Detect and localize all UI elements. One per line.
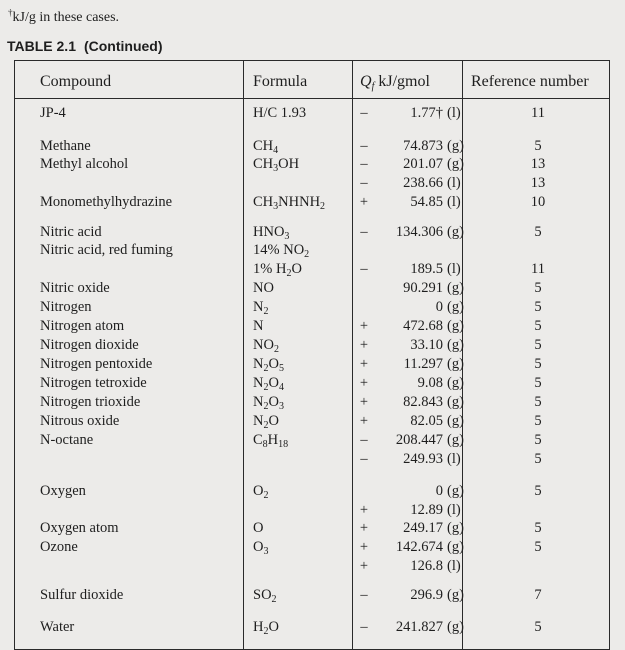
- value-cell: 11.297: [403, 356, 443, 372]
- table-row: [15, 193, 609, 211]
- formula-cell: $C_8H_{18}$: [253, 432, 289, 450]
- phase-cell: (g): [447, 394, 464, 410]
- reference-cell: 5: [534, 356, 542, 372]
- phase-cell: (g): [447, 619, 464, 635]
- table-row: [15, 618, 609, 636]
- sign-cell: –: [360, 619, 368, 635]
- q-symbol: Q: [360, 73, 372, 90]
- sign-cell: +: [359, 318, 369, 334]
- table-row: [15, 557, 609, 575]
- value-cell: 241.827: [395, 619, 443, 635]
- table-row: [15, 260, 609, 278]
- formula-cell: $SO_2$: [253, 587, 277, 605]
- compound-cell: Methyl alcohol: [40, 156, 129, 172]
- sign-cell: +: [359, 539, 369, 555]
- compound-cell: Nitrogen atom: [40, 318, 125, 334]
- table-row: [15, 241, 609, 259]
- table-row: [15, 223, 609, 241]
- phase-cell: (l): [447, 558, 461, 574]
- sign-cell: +: [359, 502, 369, 518]
- reference-cell: 5: [534, 483, 542, 499]
- data-table: [14, 60, 610, 650]
- table-row: [15, 538, 609, 556]
- reference-cell: 10: [530, 194, 546, 210]
- phase-cell: (g): [447, 375, 464, 391]
- phase-cell: (g): [447, 432, 464, 448]
- phase-cell: (l): [447, 451, 461, 467]
- reference-cell: 5: [534, 432, 542, 448]
- compound-cell: Ozone: [40, 539, 78, 555]
- phase-cell: (l): [447, 194, 461, 210]
- phase-cell: (l): [447, 261, 461, 277]
- table-row: [15, 336, 609, 354]
- formula-cell: $N_2O_3$: [253, 394, 284, 412]
- table-row: [15, 501, 609, 519]
- phase-cell: (g): [447, 539, 464, 555]
- value-cell: 82.843: [403, 394, 443, 410]
- compound-cell: JP-4: [40, 105, 66, 121]
- phase-cell: (g): [447, 224, 464, 240]
- formula-cell: NO: [253, 280, 274, 296]
- value-cell: 126.8: [410, 558, 443, 574]
- value-cell: 0: [435, 483, 443, 499]
- table-caption: [7, 38, 163, 54]
- phase-cell: (g): [447, 587, 464, 603]
- reference-cell: 5: [534, 413, 542, 429]
- reference-cell: 5: [534, 451, 542, 467]
- formula-cell: $H_2O$: [253, 619, 279, 637]
- table-row: [15, 431, 609, 449]
- sign-cell: +: [359, 356, 369, 372]
- phase-cell: (g): [447, 138, 464, 154]
- compound-cell: N-octane: [40, 432, 94, 448]
- phase-cell: (g): [447, 156, 464, 172]
- sign-cell: –: [360, 156, 368, 172]
- header-q: [360, 73, 430, 91]
- sign-cell: –: [360, 261, 368, 277]
- reference-cell: 5: [534, 520, 542, 536]
- formula-cell: $NO_2$: [253, 337, 279, 355]
- phase-cell: (l): [447, 175, 461, 191]
- compound-cell: Nitric oxide: [40, 280, 110, 296]
- formula-cell: $N_2O$: [253, 413, 279, 431]
- caption-label: TABLE 2.1: [7, 38, 76, 54]
- note-body: kJ/g in these cases.: [12, 10, 120, 25]
- reference-cell: 7: [534, 587, 542, 603]
- compound-cell: Oxygen atom: [40, 520, 119, 536]
- sign-cell: +: [359, 520, 369, 536]
- value-cell: 472.68: [403, 318, 443, 334]
- value-cell: 82.05: [410, 413, 443, 429]
- formula-cell: $HNO_3$: [253, 224, 290, 242]
- table-row: [15, 519, 609, 537]
- formula-cell: 1% $H_2O$: [253, 261, 302, 279]
- value-cell: 296.9: [410, 587, 443, 603]
- table-row: [15, 298, 609, 316]
- phase-cell: (g): [447, 280, 464, 296]
- reference-cell: 5: [534, 138, 542, 154]
- value-cell: 189.5: [410, 261, 443, 277]
- reference-cell: 5: [534, 318, 542, 334]
- compound-cell: Nitrogen pentoxide: [40, 356, 153, 372]
- formula-cell: $CH_4$: [253, 138, 279, 156]
- formula-cell: $N_2$: [253, 299, 269, 317]
- value-cell: 90.291: [403, 280, 443, 296]
- phase-cell: (l): [447, 502, 461, 518]
- phase-cell: (g): [447, 483, 464, 499]
- compound-cell: Nitric acid: [40, 224, 102, 240]
- sign-cell: –: [360, 587, 368, 603]
- phase-cell: (l): [447, 105, 461, 121]
- value-cell: 134.306: [395, 224, 443, 240]
- formula-cell: $CH_3OH$: [253, 156, 300, 174]
- table-row: [15, 155, 609, 173]
- phase-cell: (g): [447, 318, 464, 334]
- reference-cell: 13: [530, 156, 546, 172]
- value-cell: 249.93: [403, 451, 443, 467]
- sign-cell: +: [359, 375, 369, 391]
- value-cell: 238.66: [403, 175, 443, 191]
- value-cell: 1.77†: [410, 105, 443, 121]
- note-footnote-mark: †: [8, 7, 13, 18]
- compound-cell: Water: [40, 619, 75, 635]
- table-row: [15, 104, 609, 122]
- header-q-unit: kJ/gmol: [378, 73, 430, 90]
- table-row: [15, 174, 609, 192]
- value-cell: 54.85: [410, 194, 443, 210]
- table-row: [15, 137, 609, 155]
- phase-cell: (g): [447, 520, 464, 536]
- compound-cell: Nitric acid, red fuming: [40, 242, 173, 258]
- table-row: [15, 393, 609, 411]
- formula-cell: $N_2O_4$: [253, 375, 284, 393]
- table-row: [15, 450, 609, 468]
- value-cell: 201.07: [403, 156, 443, 172]
- sign-cell: –: [360, 105, 368, 121]
- sign-cell: +: [359, 337, 369, 353]
- value-cell: 249.17: [403, 520, 443, 536]
- formula-cell: $O_3$: [253, 539, 269, 557]
- header-rule: [15, 98, 609, 99]
- reference-cell: 5: [534, 394, 542, 410]
- compound-cell: Nitrogen: [40, 299, 92, 315]
- header-compound: Compound: [40, 73, 112, 90]
- sign-cell: –: [360, 224, 368, 240]
- phase-cell: (g): [447, 337, 464, 353]
- compound-cell: Nitrogen trioxide: [40, 394, 141, 410]
- value-cell: 12.89: [410, 502, 443, 518]
- compound-cell: Monomethylhydrazine: [40, 194, 173, 210]
- note-text: [8, 7, 120, 26]
- phase-cell: (g): [447, 413, 464, 429]
- compound-cell: Nitrogen dioxide: [40, 337, 139, 353]
- sign-cell: –: [360, 432, 368, 448]
- sign-cell: –: [360, 138, 368, 154]
- reference-cell: 11: [531, 105, 545, 121]
- reference-cell: 5: [534, 539, 542, 555]
- table-row: [15, 317, 609, 335]
- formula-cell: $O_2$: [253, 483, 269, 501]
- sign-cell: –: [360, 451, 368, 467]
- table-row: [15, 355, 609, 373]
- value-cell: 33.10: [410, 337, 443, 353]
- reference-cell: 11: [531, 261, 545, 277]
- reference-cell: 13: [530, 175, 546, 191]
- q-subscript: f: [371, 81, 375, 92]
- compound-cell: Oxygen: [40, 483, 86, 499]
- sign-cell: +: [359, 194, 369, 210]
- value-cell: 142.674: [395, 539, 443, 555]
- formula-cell: $N_2O_5$: [253, 356, 284, 374]
- table-row: [15, 374, 609, 392]
- reference-cell: 5: [534, 224, 542, 240]
- compound-cell: Sulfur dioxide: [40, 587, 124, 603]
- compound-cell: Nitrogen tetroxide: [40, 375, 147, 391]
- reference-cell: 5: [534, 375, 542, 391]
- table-row: [15, 279, 609, 297]
- formula-cell: $CH_3NHNH_2$: [253, 194, 326, 212]
- table-row: [15, 412, 609, 430]
- sign-cell: +: [359, 558, 369, 574]
- formula-cell: N: [253, 318, 264, 334]
- compound-cell: Nitrous oxide: [40, 413, 120, 429]
- sign-cell: –: [360, 175, 368, 191]
- value-cell: 74.873: [403, 138, 443, 154]
- reference-cell: 5: [534, 280, 542, 296]
- header-reference: Reference number: [471, 73, 589, 90]
- formula-cell: H/C 1.93: [253, 105, 307, 121]
- compound-cell: Methane: [40, 138, 91, 154]
- reference-cell: 5: [534, 299, 542, 315]
- sign-cell: +: [359, 413, 369, 429]
- value-cell: 0: [435, 299, 443, 315]
- formula-cell: O: [253, 520, 264, 536]
- value-cell: 9.08: [417, 375, 443, 391]
- header-formula: Formula: [253, 73, 308, 90]
- table-row: [15, 482, 609, 500]
- phase-cell: (g): [447, 356, 464, 372]
- table-row: [15, 586, 609, 604]
- value-cell: 208.447: [395, 432, 443, 448]
- reference-cell: 5: [534, 619, 542, 635]
- caption-subtitle: (Continued): [83, 38, 163, 54]
- sign-cell: +: [359, 394, 369, 410]
- reference-cell: 5: [534, 337, 542, 353]
- phase-cell: (g): [447, 299, 464, 315]
- formula-cell: 14% $NO_2$: [253, 242, 310, 260]
